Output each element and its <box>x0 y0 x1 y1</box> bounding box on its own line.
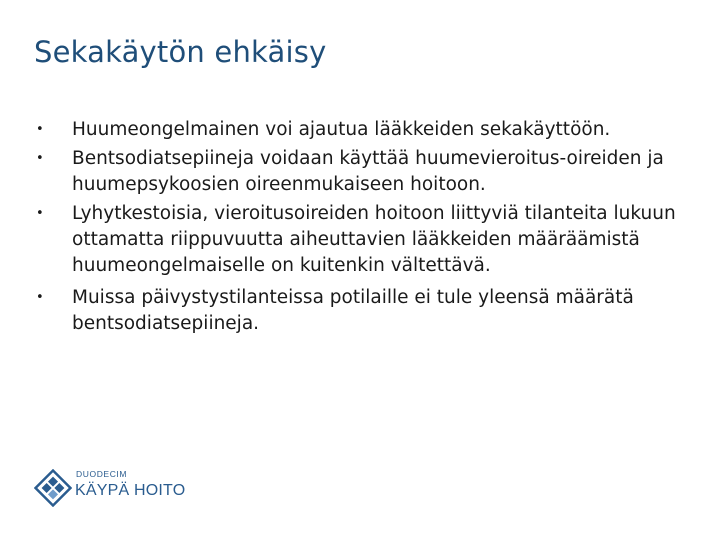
bullet-text: Bentsodiatsepiineja voidaan käyttää huumevieroitus-oireiden ja huumepsykoosien oireenmukaiseen hoitoon. <box>72 148 664 195</box>
bullet-text: Lyhytkestoisia, vieroitusoireiden hoitoon liittyviä tilanteita lukuun ottamatta riippuvuutta aiheuttavien lääkkeiden määräämistä huumeongelmaiselle on kuitenkin vältettävä. <box>72 203 676 276</box>
logo-organization-text: DUODECIM <box>76 469 128 479</box>
bullet-item <box>34 285 694 337</box>
bullet-point-icon: • <box>36 122 44 137</box>
diamond-logo-icon <box>34 469 72 507</box>
bullet-point-icon: • <box>36 151 44 166</box>
logo-brand-text: KÄYPÄ HOITO <box>75 482 186 499</box>
bullet-item <box>34 146 694 198</box>
bullet-text: Huumeongelmainen voi ajautua lääkkeiden sekakäyttöön. <box>72 119 611 140</box>
bullet-item <box>34 201 694 279</box>
bullet-text: Muissa päivystystilanteissa potilaille ei tule yleensä määrätä bentsodiatsepiineja. <box>72 287 634 334</box>
kaypa-hoito-logo <box>34 466 186 512</box>
slide-title: Sekakäytön ehkäisy <box>34 35 327 69</box>
bullet-point-icon: • <box>36 290 44 305</box>
bullet-point-icon: • <box>36 206 44 221</box>
bullet-list <box>34 117 694 340</box>
bullet-item <box>34 117 694 143</box>
